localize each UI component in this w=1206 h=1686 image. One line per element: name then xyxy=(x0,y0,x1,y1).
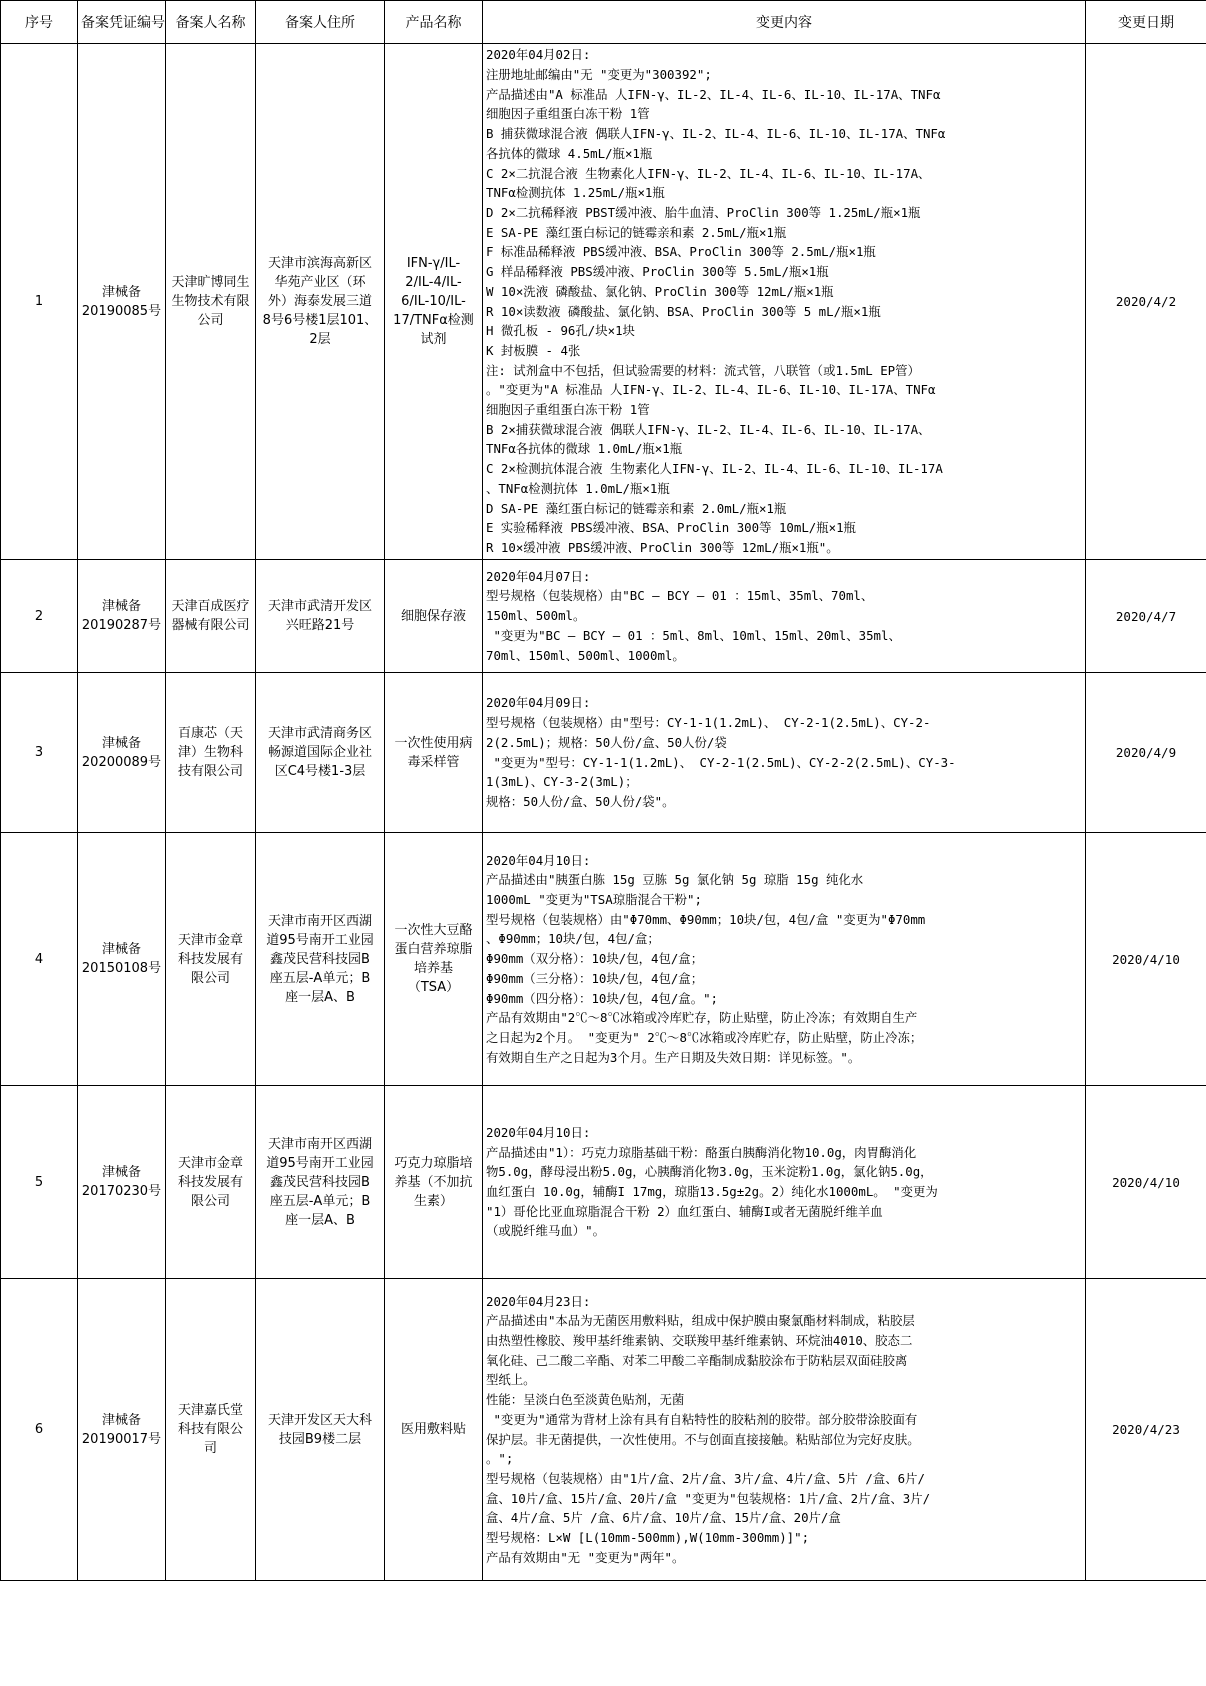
change-line: 。"变更为"A 标准品 人IFN-γ、IL-2、IL-4、IL-6、IL-10、IL-17A、TNFα xyxy=(486,382,936,398)
filer-line: 天津旷博同生 xyxy=(171,275,250,290)
product-line: 医用敷料贴 xyxy=(400,1422,466,1437)
row-filer-name xyxy=(166,1279,256,1581)
filer-line: 限公司 xyxy=(190,1193,230,1209)
cert-line: 20190017号 xyxy=(81,1431,162,1447)
filer-line: 天津嘉氏堂 xyxy=(177,1403,243,1418)
product-line: 养基（不加抗 xyxy=(394,1174,473,1190)
change-line: D 2×二抗稀释液 PBST缓冲液、胎牛血清、ProClin 300等 1.25mL/瓶×1瓶 xyxy=(486,204,921,220)
header-filer-address: 备案人住所 xyxy=(256,1,385,44)
filer-line: 百康芯（天 xyxy=(177,726,243,741)
change-line: 2020年04月09日: xyxy=(486,695,591,711)
change-line: 2020年04月10日: xyxy=(486,1124,591,1140)
table-row xyxy=(1,1086,1206,1279)
change-line: E SA-PE 藻红蛋白标记的链霉亲和素 2.5mL/瓶×1瓶 xyxy=(486,224,787,240)
row-filer-address xyxy=(256,1086,385,1279)
change-line: 型号规格（包装规格）由"型号：CY-1-1(1.2mL)、 CY-2-1(2.5mL)、CY-2- xyxy=(486,715,931,731)
cert-line: 津械备 xyxy=(101,1412,141,1428)
header-filer-name: 备案人名称 xyxy=(166,1,256,44)
row-filer-name xyxy=(166,560,256,673)
product-line: 试剂 xyxy=(420,332,447,347)
change-line: 型纸上。 xyxy=(486,1372,536,1388)
change-line: TNFα各抗体的微球 1.0mL/瓶×1瓶 xyxy=(486,441,683,457)
row-change-content xyxy=(483,673,1086,833)
change-line: 有效期自生产之日起为3个月。生产日期及失效日期：详见标签。"。 xyxy=(486,1049,861,1065)
change-line: 2020年04月07日: xyxy=(486,568,591,584)
product-line: 一次性大豆酪 xyxy=(394,923,473,938)
row-product-name xyxy=(385,44,483,560)
header-row xyxy=(1,1,1206,44)
header-product-name: 产品名称 xyxy=(385,1,483,44)
cert-line: 20170230号 xyxy=(81,1184,162,1199)
table-row xyxy=(1,44,1206,560)
row-cert-number xyxy=(78,560,166,673)
change-line: 70ml、150ml、500ml、1000ml。 xyxy=(486,647,685,663)
product-line: 6/IL-10/IL- xyxy=(401,294,466,309)
change-line: 。"; xyxy=(486,1451,514,1467)
change-line: 注: 试剂盒中不包括，但试验需要的材料：流式管，八联管（或1.5mL EP管） xyxy=(486,362,920,378)
change-line: 1000mL "变更为"TSA琼脂混合干粉"; xyxy=(486,892,702,908)
change-line: 细胞因子重组蛋白冻干粉 1管 xyxy=(486,402,650,418)
filer-line: 科技有限公 xyxy=(177,1422,243,1437)
product-line: 毒采样管 xyxy=(407,754,460,770)
row-seq: 1 xyxy=(1,44,78,560)
row-filer-name xyxy=(166,673,256,833)
change-line: Φ90mm（双分格）：10块/包，4包/盒； xyxy=(486,951,704,967)
row-filer-name xyxy=(166,1086,256,1279)
change-line: 2020年04月02日: xyxy=(486,47,591,63)
address-line: 座五层-A单元；B xyxy=(269,1193,371,1209)
row-filer-address xyxy=(256,1279,385,1581)
change-line: 由热塑性橡胶、羧甲基纤维素钠、交联羧甲基纤维素钠、环烷油4010、胶态二 xyxy=(486,1332,913,1348)
change-line: D SA-PE 藻红蛋白标记的链霉亲和素 2.0mL/瓶×1瓶 xyxy=(486,500,787,516)
change-line: Φ90mm（三分格）：10块/包，4包/盒； xyxy=(486,970,704,986)
cert-line: 20190287号 xyxy=(81,618,162,633)
address-line: 天津市南开区西湖 xyxy=(267,1136,372,1152)
change-line: 、TNFα检测抗体 1.0mL/瓶×1瓶 xyxy=(486,480,670,496)
address-line: 座一层A、B xyxy=(285,989,355,1005)
row-filer-address xyxy=(256,44,385,560)
address-line: 道95号南开工业园 xyxy=(266,932,374,948)
row-change-content xyxy=(483,833,1086,1086)
address-line: 外）海泰发展三道 xyxy=(267,294,372,309)
change-line: 产品有效期由"2℃～8℃冰箱或冷库贮存，防止贴壁，防止冷冻；有效期自生产 xyxy=(486,1010,918,1026)
row-cert-number xyxy=(78,673,166,833)
header-seq: 序号 xyxy=(1,1,78,44)
change-line: 型号规格（包装规格）由"1片/盒、2片/盒、3片/盒、4片/盒、5片 /盒、6片/ xyxy=(486,1470,925,1486)
address-line: 8号6号楼1层101、 xyxy=(262,313,378,328)
change-line: 保护层。非无菌提供，一次性使用。不与创面直接接触。粘贴部位为完好皮肤。 xyxy=(486,1431,920,1447)
row-seq: 2 xyxy=(1,560,78,673)
row-product-name xyxy=(385,1086,483,1279)
change-line: 型号规格（包装规格）由"Φ70mm、Φ90mm；10块/包，4包/盒 "变更为"Φ70mm xyxy=(486,911,926,927)
filer-line: 器械有限公司 xyxy=(171,618,250,633)
cert-line: 津械备 xyxy=(101,1165,141,1180)
row-filer-name xyxy=(166,44,256,560)
change-line: "变更为"BC — BCY — 01 ：5ml、8ml、10ml、15ml、20ml、35ml、 xyxy=(486,627,901,643)
address-line: 鑫茂民营科技园B xyxy=(270,1174,370,1190)
cert-line: 津械备 xyxy=(101,942,141,957)
product-line: 蛋白营养琼脂 xyxy=(394,942,473,957)
product-line: 17/TNFα检测 xyxy=(393,313,474,328)
filer-line: 津）生物科 xyxy=(177,745,243,760)
change-line: 盒、10片/盒、15片/盒、20片/盒 "变更为"包装规格：1片/盒、2片/盒、3片/ xyxy=(486,1490,931,1506)
product-line: IFN-γ/IL- xyxy=(406,256,461,271)
table-body xyxy=(1,44,1206,1581)
change-line: 型号规格：L×W [L(10mm-500mm),W(10mm-300mm)]"; xyxy=(486,1530,810,1546)
row-change-date: 2020/4/23 xyxy=(1086,1279,1206,1581)
row-change-content xyxy=(483,560,1086,673)
product-line: 生素） xyxy=(413,1193,453,1209)
filer-line: 科技发展有 xyxy=(177,1174,243,1190)
address-line: 天津市南开区西湖 xyxy=(267,913,372,929)
row-change-date: 2020/4/2 xyxy=(1086,44,1206,560)
header-change-date: 变更日期 xyxy=(1086,1,1206,44)
filer-line: 科技发展有 xyxy=(177,951,243,967)
change-line: 细胞因子重组蛋白冻干粉 1管 xyxy=(486,106,650,122)
change-line: 2020年04月23日: xyxy=(486,1293,591,1309)
row-filer-name xyxy=(166,833,256,1086)
change-line: （或脱纤维马血）"。 xyxy=(486,1223,605,1239)
change-line: "变更为"通常为背材上涂有具有自粘特性的胶粘剂的胶带。部分胶带涂胶面有 xyxy=(486,1411,918,1427)
change-line: 血红蛋白 10.0g，辅酶I 17mg，琼脂13.5g±2g。2）纯化水1000mL。 "变更为 xyxy=(486,1184,938,1199)
row-product-name xyxy=(385,833,483,1086)
row-seq: 5 xyxy=(1,1086,78,1279)
change-line: 产品有效期由"无 "变更为"两年"。 xyxy=(486,1549,685,1565)
address-line: 华苑产业区（环 xyxy=(274,275,366,290)
address-line: 天津市武清开发区 xyxy=(267,599,372,614)
product-line: 2/IL-4/IL- xyxy=(405,275,462,290)
table-row xyxy=(1,673,1206,833)
change-line: B 捕获微球混合液 偶联人IFN-γ、IL-2、IL-4、IL-6、IL-10、IL-17A、TNFα xyxy=(486,126,946,142)
row-cert-number xyxy=(78,44,166,560)
change-line: "1）哥伦比亚血琼脂混合干粉 2）血红蛋白、辅酶I或者无菌脱纤维羊血 xyxy=(486,1203,883,1219)
row-cert-number xyxy=(78,1279,166,1581)
row-product-name xyxy=(385,673,483,833)
change-line: 氧化硅、己二酸二辛酯、对苯二甲酸二辛酯制成黏胶涂布于防粘层双面硅胶离 xyxy=(486,1352,908,1368)
change-line: R 10×缓冲液 PBS缓冲液、ProClin 300等 12mL/瓶×1瓶"。 xyxy=(486,539,839,555)
address-line: 道95号南开工业园 xyxy=(266,1155,374,1171)
change-line: E 实验稀释液 PBS缓冲液、BSA、ProClin 300等 10mL/瓶×1瓶 xyxy=(486,520,856,536)
change-line: 产品描述由"胰蛋白胨 15g 豆胨 5g 氯化钠 5g 琼脂 15g 纯化水 xyxy=(486,872,864,888)
product-line: 巧克力琼脂培 xyxy=(394,1155,473,1171)
change-line: G 样品稀释液 PBS缓冲液、ProClin 300等 5.5mL/瓶×1瓶 xyxy=(486,264,829,280)
row-seq: 4 xyxy=(1,833,78,1086)
change-line: 产品描述由"本品为无菌医用敷料贴，组成中保护膜由聚氯酯材料制成，粘胶层 xyxy=(486,1313,915,1329)
row-change-content xyxy=(483,44,1086,560)
change-line: 盒、4片/盒、5片 /盒、6片/盒、10片/盒、15片/盒、20片/盒 xyxy=(486,1510,841,1526)
address-line: 技园B9楼二层 xyxy=(278,1431,362,1447)
table-row xyxy=(1,560,1206,673)
change-line: 物5.0g，酵母浸出粉5.0g，心胰酶消化物3.0g，玉米淀粉1.0g，氯化钠5.0g， xyxy=(486,1164,933,1180)
change-line: C 2×检测抗体混合液 生物素化人IFN-γ、IL-2、IL-4、IL-6、IL-10、IL-17A xyxy=(486,461,943,477)
row-change-content xyxy=(483,1279,1086,1581)
address-line: 鑫茂民营科技园B xyxy=(270,951,370,967)
change-line: 规格：50人份/盒、50人份/袋"。 xyxy=(486,793,675,809)
row-filer-address xyxy=(256,833,385,1086)
cert-line: 20190085号 xyxy=(81,303,162,319)
header-cert-number: 备案凭证编号 xyxy=(78,1,166,44)
product-line: 一次性使用病 xyxy=(394,735,473,751)
cert-line: 津械备 xyxy=(101,284,141,300)
change-line: 产品描述由"1）：巧克力琼脂基础干粉：酪蛋白胰酶消化物10.0g，肉胃酶消化 xyxy=(486,1144,917,1160)
change-line: 2020年04月10日: xyxy=(486,852,591,868)
row-product-name xyxy=(385,1279,483,1581)
filer-line: 生物技术有限 xyxy=(171,294,250,309)
change-line: 各抗体的微球 4.5mL/瓶×1瓶 xyxy=(486,145,653,161)
change-line: R 10×读数液 磷酸盐、氯化钠、BSA、ProClin 300等 5 mL/瓶×1瓶 xyxy=(486,303,881,319)
table-row xyxy=(1,1279,1206,1581)
change-line: K 封板膜 - 4张 xyxy=(486,342,581,358)
change-line: 2(2.5mL)；规格：50人份/盒、50人份/袋 xyxy=(486,734,727,750)
address-line: 天津开发区天大科 xyxy=(267,1412,372,1428)
address-line: 天津市武清商务区 xyxy=(267,726,372,741)
change-line: "变更为"型号：CY-1-1(1.2mL)、 CY-2-1(2.5mL)、CY-2-2(2.5mL)、CY-3- xyxy=(486,754,956,770)
change-line: 1(3mL)、CY-3-2(3mL)； xyxy=(486,774,638,790)
address-line: 天津市滨海高新区 xyxy=(267,256,372,271)
filer-line: 技有限公司 xyxy=(177,764,243,779)
product-line: 培养基 xyxy=(413,961,453,976)
filer-line: 天津市金章 xyxy=(177,932,243,948)
change-line: B 2×捕获微球混合液 偶联人IFN-γ、IL-2、IL-4、IL-6、IL-10、IL-17A、 xyxy=(486,421,931,437)
change-line: F 标准品稀释液 PBS缓冲液、BSA、ProClin 300等 2.5mL/瓶×1瓶 xyxy=(486,244,876,260)
row-change-date: 2020/4/10 xyxy=(1086,833,1206,1086)
filer-line: 司 xyxy=(203,1441,217,1456)
row-filer-address xyxy=(256,673,385,833)
row-filer-address xyxy=(256,560,385,673)
change-line: 、Φ90mm；10块/包，4包/盒； xyxy=(486,931,660,947)
filer-line: 天津市金章 xyxy=(177,1155,243,1171)
change-line: 型号规格（包装规格）由"BC — BCY — 01 ：15ml、35ml、70ml、 xyxy=(486,588,874,604)
address-line: 2层 xyxy=(309,332,331,347)
table-row xyxy=(1,833,1206,1086)
product-line: 细胞保存液 xyxy=(400,608,466,624)
change-line: C 2×二抗混合液 生物素化人IFN-γ、IL-2、IL-4、IL-6、IL-10、IL-17A、 xyxy=(486,165,931,181)
address-line: 兴旺路21号 xyxy=(285,618,355,633)
row-product-name xyxy=(385,560,483,673)
header-change-content: 变更内容 xyxy=(483,1,1086,44)
filer-line: 天津百成医疗 xyxy=(171,599,250,614)
row-cert-number xyxy=(78,833,166,1086)
filer-line: 公司 xyxy=(197,313,224,328)
change-line: 150ml、500ml。 xyxy=(486,608,586,624)
address-line: 区C4号楼1-3层 xyxy=(274,764,366,779)
product-line: （TSA） xyxy=(407,980,460,995)
address-line: 畅源道国际企业社 xyxy=(267,745,372,760)
change-line: TNFα检测抗体 1.25mL/瓶×1瓶 xyxy=(486,185,665,201)
cert-line: 20200089号 xyxy=(81,754,162,770)
address-line: 座一层A、B xyxy=(285,1212,355,1228)
row-change-content xyxy=(483,1086,1086,1279)
change-line: W 10×洗液 磷酸盐、氯化钠、ProClin 300等 12mL/瓶×1瓶 xyxy=(486,283,834,299)
change-line: 注册地址邮编由"无 "变更为"300392"; xyxy=(486,67,712,83)
cert-line: 津械备 xyxy=(101,599,141,614)
row-seq: 3 xyxy=(1,673,78,833)
change-line: H 微孔板 - 96孔/块×1块 xyxy=(486,323,635,339)
row-change-date: 2020/4/10 xyxy=(1086,1086,1206,1279)
row-cert-number xyxy=(78,1086,166,1279)
change-line: 产品描述由"A 标准品 人IFN-γ、IL-2、IL-4、IL-6、IL-10、IL-17A、TNFα xyxy=(486,86,941,102)
address-line: 座五层-A单元；B xyxy=(269,970,371,986)
change-line: Φ90mm（四分格）：10块/包，4包/盒。"; xyxy=(486,990,719,1006)
row-change-date: 2020/4/7 xyxy=(1086,560,1206,673)
cert-line: 津械备 xyxy=(101,735,141,751)
change-line: 性能：呈淡白色至淡黄色贴剂，无菌 xyxy=(486,1392,685,1408)
row-seq: 6 xyxy=(1,1279,78,1581)
cert-line: 20150108号 xyxy=(81,961,162,976)
change-line: 之日起为2个月。 "变更为" 2℃～8℃冰箱或冷库贮存，防止贴壁，防止冷冻； xyxy=(486,1029,923,1045)
row-change-date: 2020/4/9 xyxy=(1086,673,1206,833)
filer-line: 限公司 xyxy=(190,970,230,986)
